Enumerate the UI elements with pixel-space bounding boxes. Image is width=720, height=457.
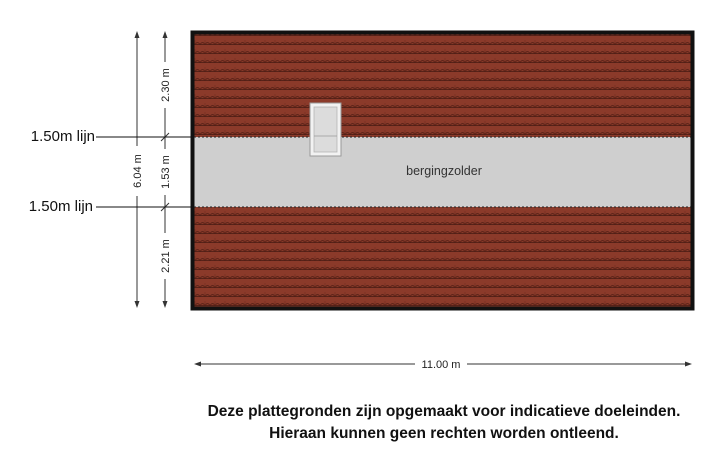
width-label: 11.00 m bbox=[421, 359, 461, 371]
disclaimer-line-1: Deze plattegronden zijn opgemaakt voor indicatieve doeleinden. bbox=[207, 403, 681, 420]
top-roof-depth-label: 2.30 m bbox=[160, 68, 172, 102]
total-depth-label: 6.04 m bbox=[132, 154, 144, 188]
disclaimer-line-2: Hieraan kunnen geen rechten worden ontleend. bbox=[269, 425, 619, 442]
upper-150-line-label: 1.50m lijn bbox=[30, 128, 95, 145]
lower-150-line-label: 1.50m lijn bbox=[28, 198, 93, 215]
room-label: bergingzolder bbox=[406, 164, 482, 178]
roof-top bbox=[194, 34, 691, 137]
skylight bbox=[310, 103, 341, 156]
middle-depth-label: 1.53 m bbox=[160, 155, 172, 189]
bottom-roof-depth-label: 2.21 m bbox=[160, 239, 172, 273]
roof-bottom bbox=[194, 207, 691, 307]
